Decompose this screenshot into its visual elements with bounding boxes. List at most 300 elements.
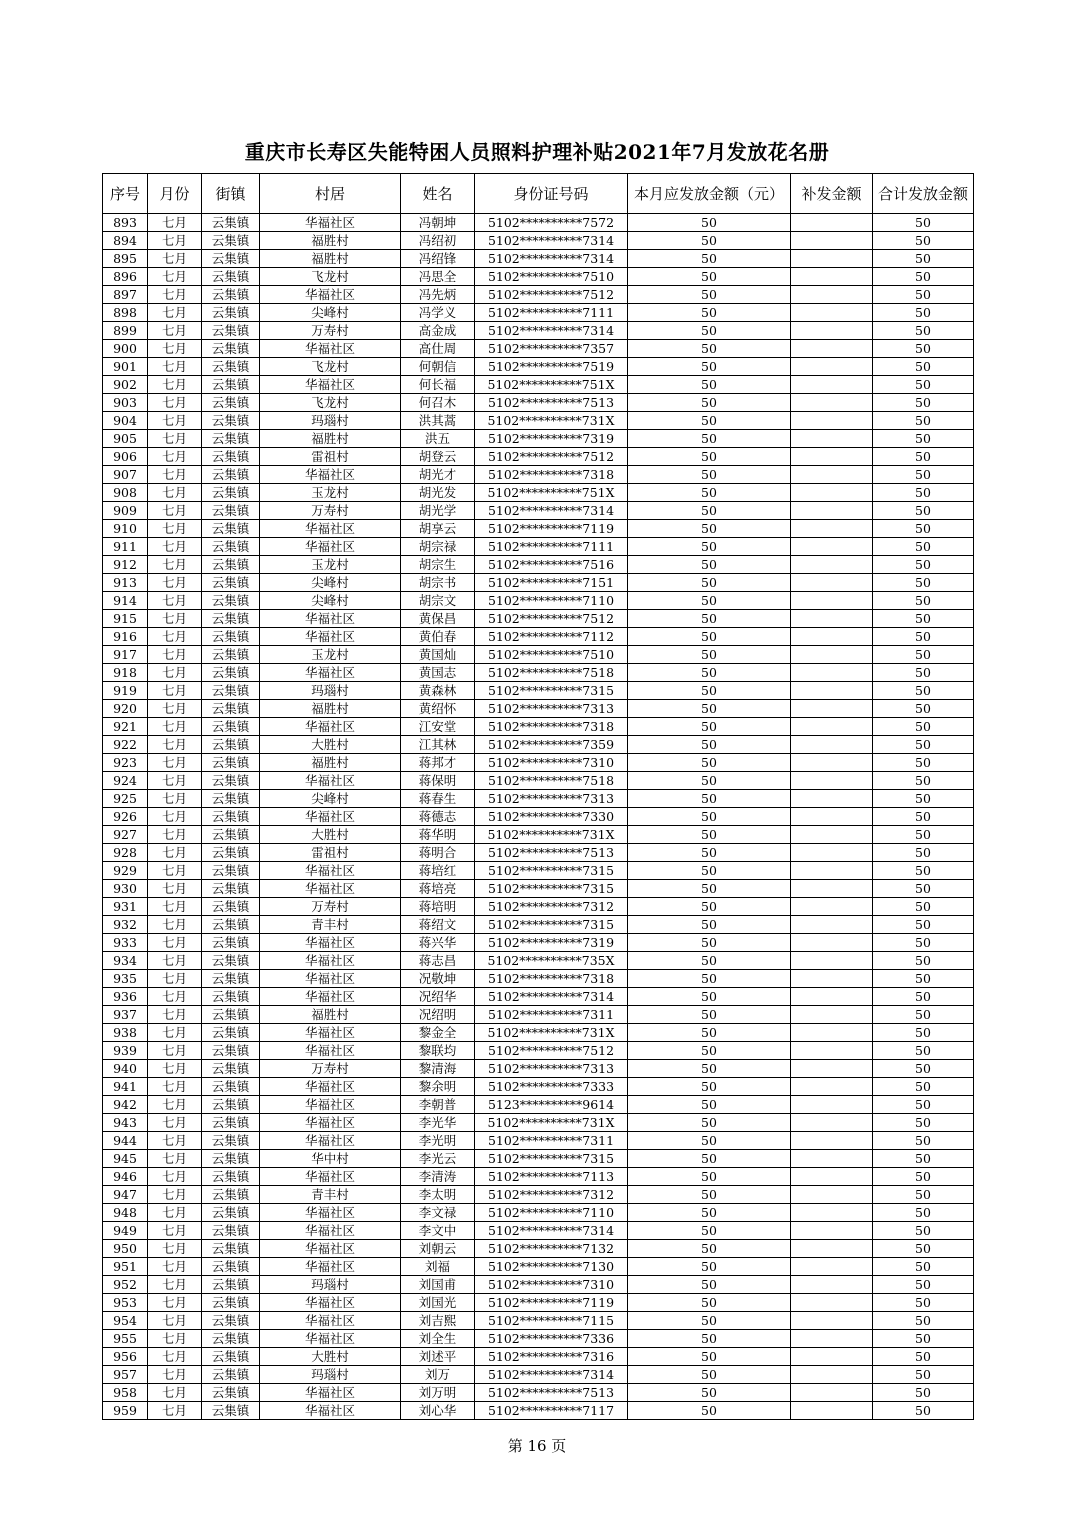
month-cell: 七月 [148, 1276, 202, 1294]
name-cell: 黄绍怀 [401, 700, 475, 718]
table-row [103, 448, 974, 466]
row-number-cell: 955 [103, 1330, 148, 1348]
town-cell: 云集镇 [202, 520, 260, 538]
total-amount-cell: 50 [873, 466, 974, 484]
village-cell: 华福社区 [260, 718, 401, 736]
name-cell: 蒋绍文 [401, 916, 475, 934]
row-number-cell: 903 [103, 394, 148, 412]
row-number-cell: 917 [103, 646, 148, 664]
village-cell: 华福社区 [260, 934, 401, 952]
table-row [103, 502, 974, 520]
name-cell: 刘万明 [401, 1384, 475, 1402]
table-row [103, 394, 974, 412]
id-number-cell: 5102**********731X [475, 1024, 628, 1042]
town-cell: 云集镇 [202, 232, 260, 250]
month-cell: 七月 [148, 376, 202, 394]
month-cell: 七月 [148, 1186, 202, 1204]
id-number-cell: 5123**********9614 [475, 1096, 628, 1114]
town-cell: 云集镇 [202, 844, 260, 862]
table-row [103, 646, 974, 664]
village-cell: 华福社区 [260, 1114, 401, 1132]
total-amount-cell: 50 [873, 1366, 974, 1384]
id-number-cell: 5102**********7111 [475, 304, 628, 322]
total-amount-cell: 50 [873, 1114, 974, 1132]
monthly-amount-cell: 50 [628, 1042, 791, 1060]
village-cell: 万寿村 [260, 898, 401, 916]
row-number-cell: 914 [103, 592, 148, 610]
name-cell: 胡光发 [401, 484, 475, 502]
month-cell: 七月 [148, 916, 202, 934]
month-cell: 七月 [148, 988, 202, 1006]
total-amount-cell: 50 [873, 970, 974, 988]
id-number-cell: 5102**********7314 [475, 988, 628, 1006]
table-row [103, 322, 974, 340]
name-cell: 胡光学 [401, 502, 475, 520]
month-cell: 七月 [148, 1294, 202, 1312]
total-amount-cell: 50 [873, 520, 974, 538]
row-number-cell: 942 [103, 1096, 148, 1114]
table-row [103, 358, 974, 376]
row-number-cell: 953 [103, 1294, 148, 1312]
town-cell: 云集镇 [202, 250, 260, 268]
table-row [103, 1150, 974, 1168]
village-cell: 华中村 [260, 1150, 401, 1168]
village-cell: 大胜村 [260, 1348, 401, 1366]
monthly-amount-cell: 50 [628, 1348, 791, 1366]
village-cell: 万寿村 [260, 322, 401, 340]
total-amount-cell: 50 [873, 1312, 974, 1330]
month-cell: 七月 [148, 826, 202, 844]
town-cell: 云集镇 [202, 772, 260, 790]
supplement-amount-cell [791, 898, 873, 916]
row-number-cell: 908 [103, 484, 148, 502]
supplement-amount-cell [791, 1042, 873, 1060]
town-cell: 云集镇 [202, 1096, 260, 1114]
row-number-cell: 915 [103, 610, 148, 628]
village-cell: 尖峰村 [260, 304, 401, 322]
supplement-amount-cell [791, 1060, 873, 1078]
month-cell: 七月 [148, 862, 202, 880]
name-cell: 刘全生 [401, 1330, 475, 1348]
month-cell: 七月 [148, 808, 202, 826]
name-cell: 李光华 [401, 1114, 475, 1132]
table-row [103, 430, 974, 448]
name-cell: 蒋兴华 [401, 934, 475, 952]
town-cell: 云集镇 [202, 610, 260, 628]
month-cell: 七月 [148, 772, 202, 790]
total-amount-cell: 50 [873, 304, 974, 322]
id-number-cell: 5102**********7315 [475, 682, 628, 700]
month-cell: 七月 [148, 1384, 202, 1402]
name-cell: 蒋保明 [401, 772, 475, 790]
name-cell: 蒋明合 [401, 844, 475, 862]
row-number-cell: 893 [103, 214, 148, 232]
row-number-cell: 916 [103, 628, 148, 646]
monthly-amount-cell: 50 [628, 718, 791, 736]
monthly-amount-cell: 50 [628, 394, 791, 412]
name-cell: 李太明 [401, 1186, 475, 1204]
village-cell: 福胜村 [260, 232, 401, 250]
id-number-cell: 5102**********7314 [475, 1222, 628, 1240]
name-cell: 刘吉熙 [401, 1312, 475, 1330]
row-number-cell: 950 [103, 1240, 148, 1258]
total-amount-cell: 50 [873, 340, 974, 358]
monthly-amount-cell: 50 [628, 1096, 791, 1114]
village-cell: 华福社区 [260, 1096, 401, 1114]
table-row [103, 1222, 974, 1240]
table-row [103, 664, 974, 682]
month-cell: 七月 [148, 934, 202, 952]
supplement-amount-cell [791, 952, 873, 970]
row-number-cell: 905 [103, 430, 148, 448]
town-cell: 云集镇 [202, 430, 260, 448]
name-cell: 蒋春生 [401, 790, 475, 808]
month-cell: 七月 [148, 790, 202, 808]
name-cell: 江安堂 [401, 718, 475, 736]
supplement-amount-cell [791, 1258, 873, 1276]
monthly-amount-cell: 50 [628, 1204, 791, 1222]
row-number-cell: 951 [103, 1258, 148, 1276]
name-cell: 蒋培明 [401, 898, 475, 916]
monthly-amount-cell: 50 [628, 322, 791, 340]
row-number-cell: 935 [103, 970, 148, 988]
supplement-amount-cell [791, 286, 873, 304]
monthly-amount-cell: 50 [628, 1150, 791, 1168]
table-row [103, 1402, 974, 1420]
row-number-cell: 900 [103, 340, 148, 358]
name-cell: 胡宗禄 [401, 538, 475, 556]
village-cell: 飞龙村 [260, 358, 401, 376]
village-cell: 青丰村 [260, 1186, 401, 1204]
supplement-amount-cell [791, 628, 873, 646]
village-cell: 尖峰村 [260, 790, 401, 808]
id-number-cell: 5102**********7132 [475, 1240, 628, 1258]
village-cell: 尖峰村 [260, 574, 401, 592]
row-number-cell: 907 [103, 466, 148, 484]
supplement-amount-cell [791, 826, 873, 844]
id-number-cell: 5102**********7312 [475, 898, 628, 916]
total-amount-cell: 50 [873, 1258, 974, 1276]
name-cell: 蒋培亮 [401, 880, 475, 898]
id-number-cell: 5102**********7513 [475, 394, 628, 412]
table-row [103, 1132, 974, 1150]
total-amount-cell: 50 [873, 448, 974, 466]
row-number-cell: 906 [103, 448, 148, 466]
month-cell: 七月 [148, 1114, 202, 1132]
table-row [103, 376, 974, 394]
village-cell: 雷祖村 [260, 448, 401, 466]
row-number-cell: 930 [103, 880, 148, 898]
town-cell: 云集镇 [202, 790, 260, 808]
total-amount-cell: 50 [873, 412, 974, 430]
table-row [103, 466, 974, 484]
total-amount-cell: 50 [873, 322, 974, 340]
supplement-amount-cell [791, 574, 873, 592]
village-cell: 福胜村 [260, 250, 401, 268]
total-amount-cell: 50 [873, 574, 974, 592]
town-cell: 云集镇 [202, 952, 260, 970]
name-cell: 李文禄 [401, 1204, 475, 1222]
supplement-amount-cell [791, 304, 873, 322]
town-cell: 云集镇 [202, 646, 260, 664]
monthly-amount-cell: 50 [628, 682, 791, 700]
total-amount-cell: 50 [873, 772, 974, 790]
village-cell: 华福社区 [260, 1330, 401, 1348]
row-number-cell: 897 [103, 286, 148, 304]
monthly-amount-cell: 50 [628, 790, 791, 808]
town-cell: 云集镇 [202, 412, 260, 430]
village-cell: 玛瑙村 [260, 682, 401, 700]
row-number-cell: 927 [103, 826, 148, 844]
table-row [103, 718, 974, 736]
name-cell: 胡宗书 [401, 574, 475, 592]
name-cell: 蒋邦才 [401, 754, 475, 772]
id-number-cell: 5102**********7319 [475, 430, 628, 448]
month-cell: 七月 [148, 610, 202, 628]
supplement-amount-cell [791, 592, 873, 610]
id-number-cell: 5102**********735X [475, 952, 628, 970]
town-cell: 云集镇 [202, 1114, 260, 1132]
month-cell: 七月 [148, 556, 202, 574]
total-amount-cell: 50 [873, 1168, 974, 1186]
total-amount-cell: 50 [873, 898, 974, 916]
village-cell: 华福社区 [260, 862, 401, 880]
id-number-cell: 5102**********7314 [475, 502, 628, 520]
row-number-cell: 923 [103, 754, 148, 772]
supplement-amount-cell [791, 358, 873, 376]
total-amount-cell: 50 [873, 538, 974, 556]
id-number-cell: 5102**********7318 [475, 718, 628, 736]
supplement-amount-cell [791, 430, 873, 448]
town-cell: 云集镇 [202, 448, 260, 466]
id-number-cell: 5102**********7510 [475, 268, 628, 286]
monthly-amount-cell: 50 [628, 340, 791, 358]
village-cell: 福胜村 [260, 1006, 401, 1024]
month-cell: 七月 [148, 1078, 202, 1096]
monthly-amount-cell: 50 [628, 898, 791, 916]
town-cell: 云集镇 [202, 1258, 260, 1276]
id-number-cell: 5102**********7357 [475, 340, 628, 358]
name-cell: 况敬坤 [401, 970, 475, 988]
month-cell: 七月 [148, 736, 202, 754]
town-cell: 云集镇 [202, 1024, 260, 1042]
id-number-cell: 5102**********7112 [475, 628, 628, 646]
town-cell: 云集镇 [202, 1294, 260, 1312]
table-row [103, 250, 974, 268]
row-number-cell: 894 [103, 232, 148, 250]
table-row [103, 1330, 974, 1348]
id-number-cell: 5102**********751X [475, 484, 628, 502]
village-cell: 华福社区 [260, 1042, 401, 1060]
total-amount-cell: 50 [873, 286, 974, 304]
monthly-amount-cell: 50 [628, 1024, 791, 1042]
village-cell: 华福社区 [260, 1204, 401, 1222]
total-amount-cell: 50 [873, 592, 974, 610]
village-cell: 大胜村 [260, 736, 401, 754]
total-amount-cell: 50 [873, 556, 974, 574]
id-number-cell: 5102**********7310 [475, 754, 628, 772]
monthly-amount-cell: 50 [628, 556, 791, 574]
table-row [103, 484, 974, 502]
month-cell: 七月 [148, 484, 202, 502]
month-cell: 七月 [148, 592, 202, 610]
month-cell: 七月 [148, 304, 202, 322]
table-row [103, 1024, 974, 1042]
supplement-amount-cell [791, 808, 873, 826]
id-number-cell: 5102**********7312 [475, 1186, 628, 1204]
id-number-cell: 5102**********7316 [475, 1348, 628, 1366]
supplement-amount-cell [791, 484, 873, 502]
monthly-amount-cell: 50 [628, 646, 791, 664]
name-cell: 胡享云 [401, 520, 475, 538]
table-row [103, 1258, 974, 1276]
monthly-amount-cell: 50 [628, 1312, 791, 1330]
supplement-amount-cell [791, 394, 873, 412]
supplement-amount-cell [791, 1150, 873, 1168]
total-amount-cell: 50 [873, 1294, 974, 1312]
supplement-amount-cell [791, 1348, 873, 1366]
town-cell: 云集镇 [202, 1204, 260, 1222]
name-cell: 黎清海 [401, 1060, 475, 1078]
name-cell: 刘心华 [401, 1402, 475, 1420]
town-cell: 云集镇 [202, 340, 260, 358]
total-amount-cell: 50 [873, 358, 974, 376]
village-cell: 玛瑙村 [260, 412, 401, 430]
total-amount-cell: 50 [873, 700, 974, 718]
supplement-amount-cell [791, 1168, 873, 1186]
month-cell: 七月 [148, 682, 202, 700]
supplement-amount-cell [791, 340, 873, 358]
monthly-amount-cell: 50 [628, 1222, 791, 1240]
town-cell: 云集镇 [202, 988, 260, 1006]
monthly-amount-cell: 50 [628, 754, 791, 772]
village-cell: 华福社区 [260, 772, 401, 790]
col-header: 序号 [103, 174, 148, 214]
name-cell: 黄伯春 [401, 628, 475, 646]
town-cell: 云集镇 [202, 1366, 260, 1384]
month-cell: 七月 [148, 880, 202, 898]
village-cell: 华福社区 [260, 1078, 401, 1096]
total-amount-cell: 50 [873, 1276, 974, 1294]
monthly-amount-cell: 50 [628, 1294, 791, 1312]
supplement-amount-cell [791, 1204, 873, 1222]
name-cell: 高金成 [401, 322, 475, 340]
row-number-cell: 936 [103, 988, 148, 1006]
village-cell: 华福社区 [260, 664, 401, 682]
id-number-cell: 5102**********7572 [475, 214, 628, 232]
table-row [103, 1366, 974, 1384]
village-cell: 大胜村 [260, 826, 401, 844]
row-number-cell: 937 [103, 1006, 148, 1024]
name-cell: 黎金全 [401, 1024, 475, 1042]
town-cell: 云集镇 [202, 268, 260, 286]
name-cell: 何朝信 [401, 358, 475, 376]
col-header: 姓名 [401, 174, 475, 214]
roster-table [102, 173, 974, 1420]
name-cell: 刘国光 [401, 1294, 475, 1312]
monthly-amount-cell: 50 [628, 232, 791, 250]
table-row [103, 970, 974, 988]
total-amount-cell: 50 [873, 232, 974, 250]
row-number-cell: 913 [103, 574, 148, 592]
village-cell: 华福社区 [260, 340, 401, 358]
id-number-cell: 5102**********7119 [475, 1294, 628, 1312]
village-cell: 华福社区 [260, 952, 401, 970]
row-number-cell: 922 [103, 736, 148, 754]
monthly-amount-cell: 50 [628, 1366, 791, 1384]
total-amount-cell: 50 [873, 916, 974, 934]
table-row [103, 898, 974, 916]
month-cell: 七月 [148, 412, 202, 430]
row-number-cell: 911 [103, 538, 148, 556]
village-cell: 华福社区 [260, 538, 401, 556]
id-number-cell: 5102**********7359 [475, 736, 628, 754]
id-number-cell: 5102**********7516 [475, 556, 628, 574]
town-cell: 云集镇 [202, 394, 260, 412]
name-cell: 刘述平 [401, 1348, 475, 1366]
supplement-amount-cell [791, 448, 873, 466]
row-number-cell: 925 [103, 790, 148, 808]
row-number-cell: 957 [103, 1366, 148, 1384]
village-cell: 华福社区 [260, 1384, 401, 1402]
table-row [103, 808, 974, 826]
monthly-amount-cell: 50 [628, 1330, 791, 1348]
row-number-cell: 898 [103, 304, 148, 322]
monthly-amount-cell: 50 [628, 358, 791, 376]
month-cell: 七月 [148, 502, 202, 520]
supplement-amount-cell [791, 538, 873, 556]
table-row [103, 1078, 974, 1096]
id-number-cell: 5102**********7314 [475, 1366, 628, 1384]
month-cell: 七月 [148, 538, 202, 556]
name-cell: 李光云 [401, 1150, 475, 1168]
monthly-amount-cell: 50 [628, 916, 791, 934]
total-amount-cell: 50 [873, 862, 974, 880]
row-number-cell: 931 [103, 898, 148, 916]
row-number-cell: 910 [103, 520, 148, 538]
monthly-amount-cell: 50 [628, 592, 791, 610]
month-cell: 七月 [148, 1222, 202, 1240]
town-cell: 云集镇 [202, 1240, 260, 1258]
town-cell: 云集镇 [202, 556, 260, 574]
total-amount-cell: 50 [873, 1096, 974, 1114]
table-row [103, 1348, 974, 1366]
name-cell: 李朝普 [401, 1096, 475, 1114]
monthly-amount-cell: 50 [628, 448, 791, 466]
town-cell: 云集镇 [202, 682, 260, 700]
total-amount-cell: 50 [873, 844, 974, 862]
table-row [103, 610, 974, 628]
col-header: 月份 [148, 174, 202, 214]
row-number-cell: 895 [103, 250, 148, 268]
table-row [103, 682, 974, 700]
name-cell: 李光明 [401, 1132, 475, 1150]
row-number-cell: 901 [103, 358, 148, 376]
town-cell: 云集镇 [202, 322, 260, 340]
town-cell: 云集镇 [202, 826, 260, 844]
total-amount-cell: 50 [873, 214, 974, 232]
village-cell: 玉龙村 [260, 484, 401, 502]
row-number-cell: 943 [103, 1114, 148, 1132]
monthly-amount-cell: 50 [628, 1078, 791, 1096]
table-row [103, 1042, 974, 1060]
monthly-amount-cell: 50 [628, 664, 791, 682]
row-number-cell: 928 [103, 844, 148, 862]
name-cell: 蒋志昌 [401, 952, 475, 970]
month-cell: 七月 [148, 394, 202, 412]
total-amount-cell: 50 [873, 268, 974, 286]
village-cell: 青丰村 [260, 916, 401, 934]
